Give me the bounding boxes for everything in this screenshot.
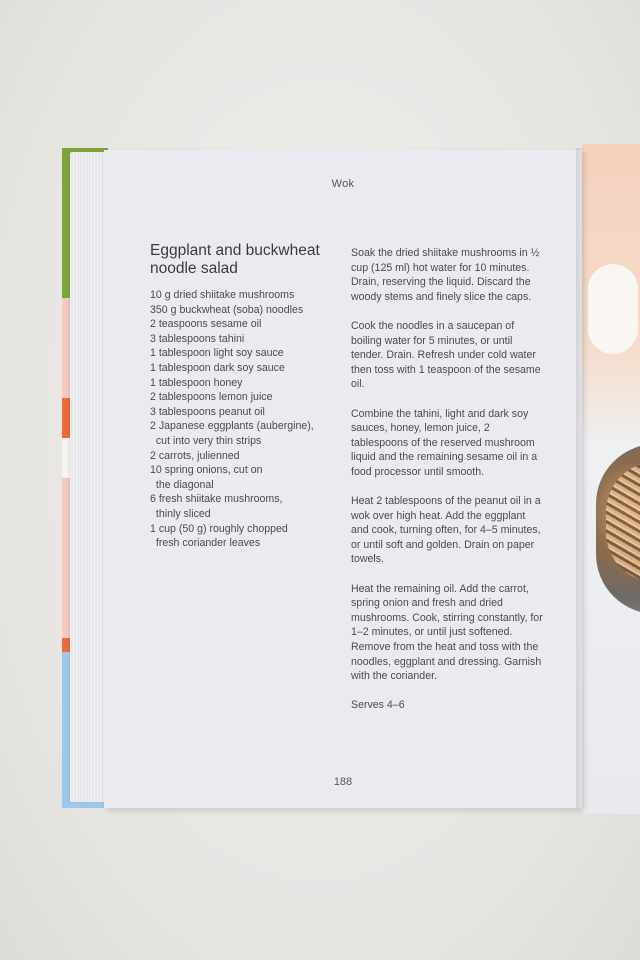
ingredient-item: 1 tablespoon dark soy sauce (150, 361, 285, 374)
ingredient-item: 2 teaspoons sesame oil (150, 318, 262, 331)
facing-page-photo (582, 144, 640, 814)
method-step: Heat 2 tablespoons of the peanut oil in a wok over high heat. Add the eggplant and cook, turning often, for 4–5 minutes, or until soft and golden. Drain on paper towels. (351, 495, 541, 566)
ingredient-item: the diagonal (150, 478, 214, 491)
ingredient-item: thinly sliced (150, 507, 211, 520)
ingredient-item: 10 g dried shiitake mushrooms (150, 289, 295, 301)
ingredient-item: 10 spring onions, cut on (150, 464, 263, 477)
photo-highlight (588, 264, 638, 354)
gutter-shadow (576, 148, 586, 808)
ingredient-item: 350 g buckwheat (soba) noodles (150, 303, 304, 316)
section-header: Wok (331, 178, 355, 190)
serves-text: Serves 4–6 (351, 699, 405, 712)
ingredient-item: 1 cup (50 g) roughly chopped (150, 522, 288, 535)
method-step: Heat the remaining oil. Add the carrot, spring onion and fresh and dried mushrooms. Cook, stirring constantly, for 1–2 minutes, or until just softened. Remove from the heat and toss with the noodles, eggplant and dressing. Garnish with the coriander. (351, 582, 543, 683)
ingredient-item: cut into very thin strips (150, 434, 262, 447)
ingredient-item: 1 tablespoon light soy sauce (150, 347, 284, 360)
ingredient-item: 6 fresh shiitake mushrooms, (150, 493, 283, 506)
ingredient-item: 2 Japanese eggplants (aubergine), (150, 420, 314, 433)
recipe-title: Eggplant and buckwheat noodle salad (150, 242, 320, 277)
method-step: Cook the noodles in a saucepan of boiling water for 5 minutes, or until tender. Drain. Refresh under cold water then toss with 1 teaspoon of the sesame oil. (351, 319, 541, 391)
ingredient-item: fresh coriander leaves (150, 537, 261, 550)
ingredients-list (150, 288, 350, 551)
method-step: Soak the dried shiitake mushrooms in ½ cup (125 ml) hot water for 10 minutes. Drain, reserving the liquid. Discard the woody stems and finely slice the caps. (351, 247, 540, 303)
recipe-page (104, 150, 582, 808)
ingredient-item: 3 tablespoons peanut oil (150, 405, 265, 418)
method-step: Combine the tahini, light and dark soy sauces, honey, lemon juice, 2 tablespoons of the reserved mushroom liquid and the remaining sesame oil in a food processor until smooth. (351, 407, 538, 478)
ingredient-item: 2 carrots, julienned (150, 449, 240, 462)
ingredient-item: 3 tablespoons tahini (150, 332, 245, 345)
ingredient-item: 1 tablespoon honey (150, 376, 243, 389)
method-text (351, 246, 543, 728)
ingredient-item: 2 tablespoons lemon juice (150, 391, 273, 404)
page-number: 188 (333, 776, 353, 788)
